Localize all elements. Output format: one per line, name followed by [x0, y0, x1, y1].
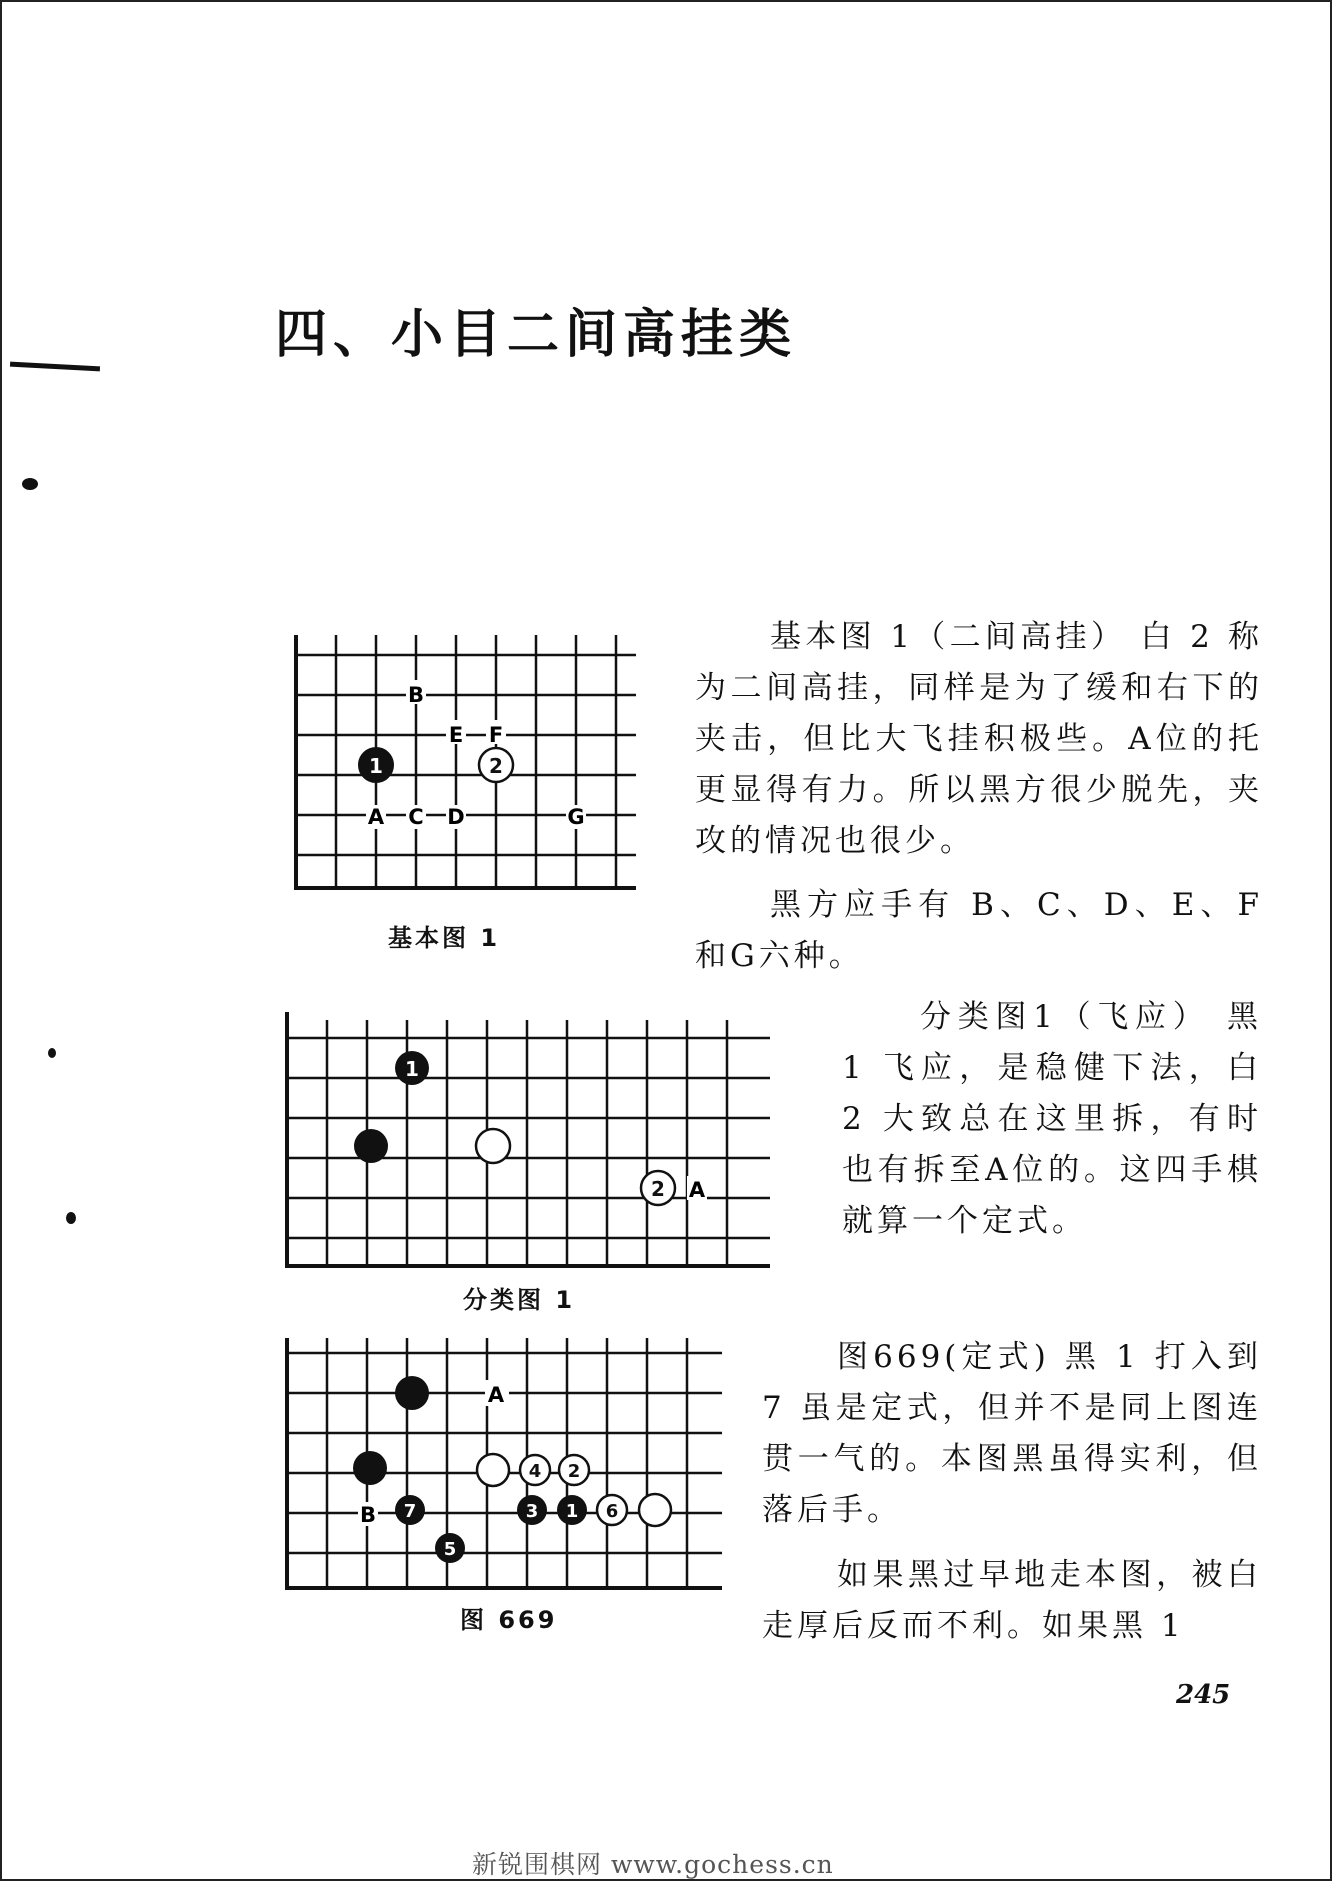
point-label-b: B [359, 1503, 377, 1527]
stone-number: 6 [605, 1501, 619, 1522]
scan-mark [66, 1212, 76, 1224]
point-label-a: A [688, 1178, 706, 1202]
stone-number: 5 [443, 1539, 457, 1560]
black-stone [354, 1129, 388, 1163]
stone-number: 3 [525, 1501, 539, 1522]
paragraph-title: 基本图 1（二间高挂） [770, 619, 1127, 655]
point-label-g: G [567, 805, 585, 829]
go-diagram-669 [282, 1338, 727, 1598]
paragraph-669 [762, 1332, 1262, 1536]
paragraph-basic-1 [695, 612, 1263, 867]
black-stone [395, 1376, 429, 1410]
diagram-caption: 基本图 1 [388, 924, 501, 952]
paragraph-body: 黑 1 飞应，是稳健下法，白 2 大致总在这里拆，有时也有拆至A位的。这四手棋就算一个定式。 [842, 999, 1262, 1239]
stone-number: 7 [403, 1501, 417, 1522]
paragraph-responses: 黑方应手有 B、C、D、E、F和G六种。 [695, 887, 1263, 974]
stone-number: 1 [369, 754, 383, 778]
paragraph-title: 图669(定式) [837, 1339, 1050, 1375]
point-label-e: E [448, 723, 464, 747]
paragraph-body: 白 2 称为二间高挂，同样是为了缓和右下的夹击，但比大飞挂积极些。A位的托更显得有力。所以黑方很少脱先，夹攻的情况也很少。 [695, 619, 1264, 859]
paragraph-class-1 [842, 992, 1262, 1247]
stone-number: 2 [489, 754, 503, 778]
stone-number: 4 [528, 1461, 542, 1482]
paragraph-title: 分类图1（飞应） [920, 999, 1211, 1035]
stone-number: 1 [565, 1501, 579, 1522]
white-stone [476, 1129, 510, 1163]
go-diagram-basic-1 [286, 630, 646, 895]
point-label-b: B [407, 683, 425, 707]
stone-number: 2 [567, 1461, 581, 1482]
page-number: 245 [1176, 1680, 1231, 1710]
stone-number: 2 [651, 1177, 665, 1201]
go-diagram-class-1 [282, 1010, 772, 1275]
paragraph-body: 黑 1 打入到 7 虽是定式，但并不是同上图连贯一气的。本图黑虽得实利，但落后手。 [762, 1339, 1263, 1528]
watermark-footer: 新锐围棋网 www.gochess.cn [472, 1850, 834, 1879]
point-label-a: A [367, 805, 385, 829]
point-label-a: A [487, 1383, 505, 1407]
paragraph-if-black: 如果黑过早地走本图，被白走厚后反而不利。如果黑 1 [762, 1557, 1262, 1644]
point-label-f: F [488, 723, 504, 747]
point-label-c: C [408, 805, 424, 829]
scan-mark [22, 478, 38, 490]
point-label-d: D [447, 805, 465, 829]
white-stone [639, 1494, 671, 1526]
scan-mark [48, 1048, 56, 1058]
section-heading: 四、小目二间高挂类 [275, 305, 798, 365]
stone-number: 1 [405, 1057, 419, 1081]
diagram-caption: 图 669 [460, 1606, 558, 1634]
diagram-caption: 分类图 1 [463, 1286, 576, 1314]
black-stone [353, 1451, 387, 1485]
white-stone [477, 1454, 509, 1486]
